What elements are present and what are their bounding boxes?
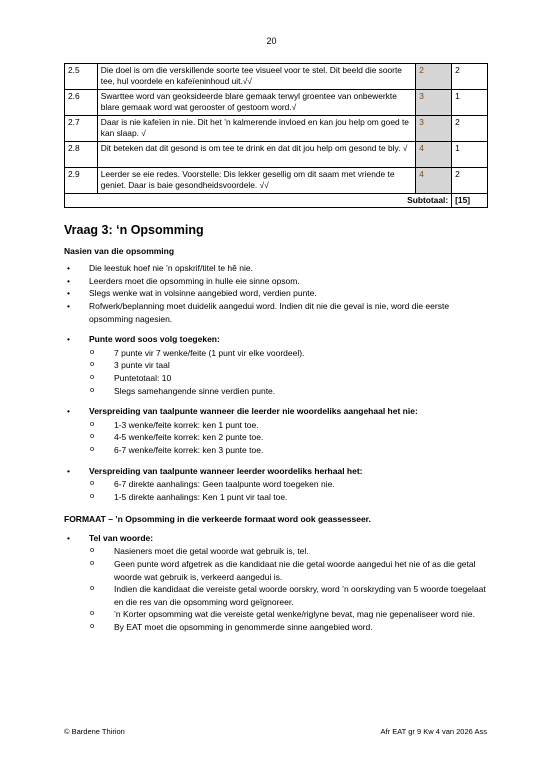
subtotal-label: Subtotaal: xyxy=(65,194,452,208)
marks-cell: 1 xyxy=(452,90,488,116)
cognitive-level-cell: 3 xyxy=(416,116,452,142)
intro-bullet-list xyxy=(64,262,488,325)
answer-text-cell: Die doel is om die verskillende soorte tee visueel voor te stel. Dit beeld die soorte tee, hul voordele en kafeïeninhoud uit.√√ xyxy=(97,64,416,90)
list-item: o 7 punte vir 7 wenke/feite (1 punt vir elke voordeel). xyxy=(89,347,488,360)
list-item: • Leerders moet die opsomming in hulle eie sinne opsom. xyxy=(64,275,488,288)
cognitive-level-cell: 3 xyxy=(416,90,452,116)
marks-cell: 2 xyxy=(452,168,488,194)
format-heading: FORMAAT – ’n Opsomming in die verkeerde formaat word ook geassesseer. xyxy=(64,514,371,525)
spread-section xyxy=(64,405,488,456)
table-row xyxy=(65,116,488,142)
list-item xyxy=(64,532,488,634)
cognitive-level-cell: 4 xyxy=(416,168,452,194)
list-item: o By EAT moet die opsomming in genommerde sinne aangebied word. xyxy=(89,621,488,634)
footer-document-title: Afr EAT gr 9 Kw 4 van 2026 Ass xyxy=(380,727,487,736)
list-item xyxy=(64,465,488,504)
list-item: o 4-5 wenke/feite korrek: ken 2 punte toe. xyxy=(89,431,488,444)
list-item: • Slegs wenke wat in volsinne aangebied word, verdien punte. xyxy=(64,287,488,300)
list-item: • Rofwerk/beplanning moet duidelik aangedui word. Indien dit nie die geval is nie, word die eerste opsomming nagesien. xyxy=(64,300,488,325)
list-item xyxy=(64,405,488,456)
list-item: o Nasieners moet die getal woorde wat gebruik is, tel. xyxy=(89,545,488,558)
count-heading: Tel van woorde: xyxy=(89,532,154,543)
question-number-cell: 2.9 xyxy=(65,168,98,194)
list-item: o Indien die kandidaat die vereiste getal woorde oorskry, word ’n oorskryding van 5 woorde toegelaat en die res van die opsomming word geïgnoreer. xyxy=(89,583,488,608)
footer-copyright: © Bardene Thirion xyxy=(64,727,125,736)
question-number-cell: 2.5 xyxy=(65,64,98,90)
question-section xyxy=(64,224,488,634)
repeat-sublist xyxy=(89,478,488,503)
list-item: o Puntetotaal: 10 xyxy=(89,372,488,385)
marks-cell: 1 xyxy=(452,142,488,168)
list-item: o ’n Korter opsomming wat die vereiste getal wenke/riglyne bevat, mag nie gepenaliseer word nie. xyxy=(89,608,488,621)
points-sublist xyxy=(89,347,488,397)
points-section xyxy=(64,333,488,397)
count-section xyxy=(64,532,488,634)
marks-cell: 2 xyxy=(452,64,488,90)
table-row xyxy=(65,64,488,90)
list-item: o 3 punte vir taal xyxy=(89,359,488,372)
marking-heading: Nasien van die opsomming xyxy=(64,245,175,256)
table-row xyxy=(65,90,488,116)
page-number: 20 xyxy=(266,36,277,46)
answer-text-cell: Swarttee word van geoksideerde blare gemaak terwyl groentee van onbewerkte blare gemaak word wat gerooster of gestoom word.√ xyxy=(97,90,416,116)
cognitive-level-cell: 4 xyxy=(416,142,452,168)
subtotal-row xyxy=(65,194,488,208)
answer-text-cell: Dit beteken dat dit gesond is om tee te drink en dat dit jou help om gesond te bly. √ xyxy=(97,142,416,168)
question-title: Vraag 3: ‘n Opsomming xyxy=(64,223,204,237)
answer-text-cell: Leerder se eie redes. Voorstelle: Dis lekker gesellig om dit saam met vriende te geniet. Daar is baie gesondheidsvoordele. √√ xyxy=(97,168,416,194)
list-item: o 1-5 direkte aanhalings: Ken 1 punt vir taal toe. xyxy=(89,491,488,504)
question-number-cell: 2.8 xyxy=(65,142,98,168)
question-number-cell: 2.7 xyxy=(65,116,98,142)
list-item xyxy=(64,333,488,397)
list-item: o 1-3 wenke/feite korrek: ken 1 punt toe. xyxy=(89,419,488,432)
question-number-cell: 2.6 xyxy=(65,90,98,116)
repeat-heading: Verspreiding van taalpunte wanneer leerder woordeliks herhaal het: xyxy=(89,465,363,476)
answer-text-cell: Daar is nie kafeïen in nie. Dit het ’n kalmerende invloed en kan jou help om goed te kan slaap. √ xyxy=(97,116,416,142)
memo-table xyxy=(64,63,488,208)
subtotal-value: [15] xyxy=(452,194,488,208)
marks-cell: 2 xyxy=(452,116,488,142)
cognitive-level-cell: 2 xyxy=(416,64,452,90)
spread-heading: Verspreiding van taalpunte wanneer die leerder nie woordeliks aangehaal het nie: xyxy=(89,406,418,417)
points-heading: Punte word soos volg toegeken: xyxy=(89,334,220,345)
list-item: o 6-7 wenke/feite korrek: ken 3 punte toe. xyxy=(89,444,488,457)
list-item: o 6-7 direkte aanhalings: Geen taalpunte word toegeken nie. xyxy=(89,478,488,491)
spread-sublist xyxy=(89,419,488,457)
count-sublist xyxy=(89,545,488,633)
table-row xyxy=(65,168,488,194)
table-row xyxy=(65,142,488,168)
list-item: • Die leestuk hoef nie ’n opskrif/titel te hê nie. xyxy=(64,262,488,275)
list-item: o Slegs samehangende sinne verdien punte. xyxy=(89,385,488,398)
repeat-section xyxy=(64,465,488,504)
list-item: o Geen punte word afgetrek as die kandidaat nie die getal woorde aangedui het nie of as die getal woorde wat gebruik is, verkeerd aangedui is. xyxy=(89,558,488,583)
